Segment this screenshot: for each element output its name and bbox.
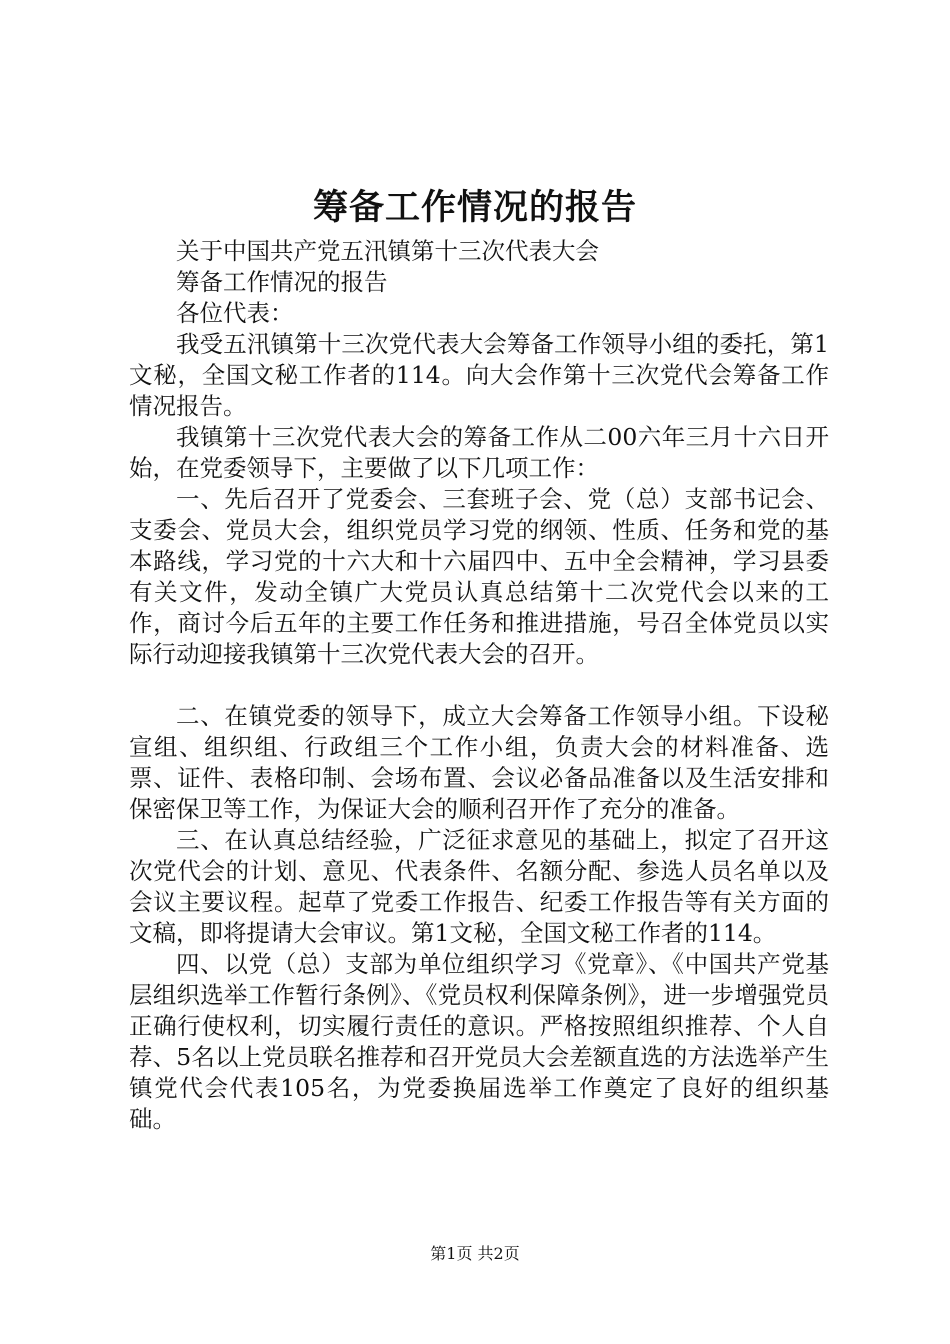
paragraph-item-1: 一、先后召开了党委会、三套班子会、党（总）支部书记会、支委会、党员大会，组织党员学习党的纲领、性质、任务和党的基本路线，学习党的十六大和十六届四中、五中全会精神，学习县委有关文件，发动全镇广大党员认真总结第十二次党代会以来的工作，商讨今后五年的主要工作任务和推进措施，号召全体党员以实际行动迎接我镇第十三次党代表大会的召开。 <box>129 485 829 668</box>
paragraph-item-4: 四、以党（总）支部为单位组织学习《党章》、《中国共产党基层组织选举工作暂行条例》、《党员权利保障条例》，进一步增强党员正确行使权利，切实履行责任的意识。严格按照组织推荐、个人自荐、5名以上党员联名推荐和召开党员大会差额直选的方法选举产生镇党代会代表105名，为党委换届选举工作奠定了良好的组织基础。 <box>129 950 829 1133</box>
page-footer: 第1页 共2页 <box>430 1244 520 1263</box>
paragraph-item-2: 二、在镇党委的领导下，成立大会筹备工作领导小组。下设秘宣组、组织组、行政组三个工作小组，负责大会的材料准备、选票、证件、表格印制、会场布置、会议必备品准备以及生活安排和保密保卫等工作，为保证大会的顺利召开作了充分的准备。 <box>129 702 829 823</box>
salutation: 各位代表： <box>176 299 294 327</box>
heading-line-2: 筹备工作情况的报告 <box>176 268 388 296</box>
paragraph-overview: 我镇第十三次党代表大会的筹备工作从二00六年三月十六日开始，在党委领导下，主要做了以下几项工作： <box>129 423 829 482</box>
paragraph-item-3: 三、在认真总结经验，广泛征求意见的基础上，拟定了召开这次党代会的计划、意见、代表条件、名额分配、参选人员名单以及会议主要议程。起草了党委工作报告、纪委工作报告等有关方面的文稿，即将提请大会审议。第1文秘，全国文秘工作者的114。 <box>129 826 829 947</box>
page-title: 筹备工作情况的报告 <box>312 187 637 228</box>
heading-line-1: 关于中国共产党五汛镇第十三次代表大会 <box>176 237 599 265</box>
document-body <box>129 236 829 1135</box>
paragraph-intro: 我受五汛镇第十三次党代表大会筹备工作领导小组的委托，第1文秘，全国文秘工作者的114。向大会作第十三次党代会筹备工作情况报告。 <box>129 330 829 420</box>
